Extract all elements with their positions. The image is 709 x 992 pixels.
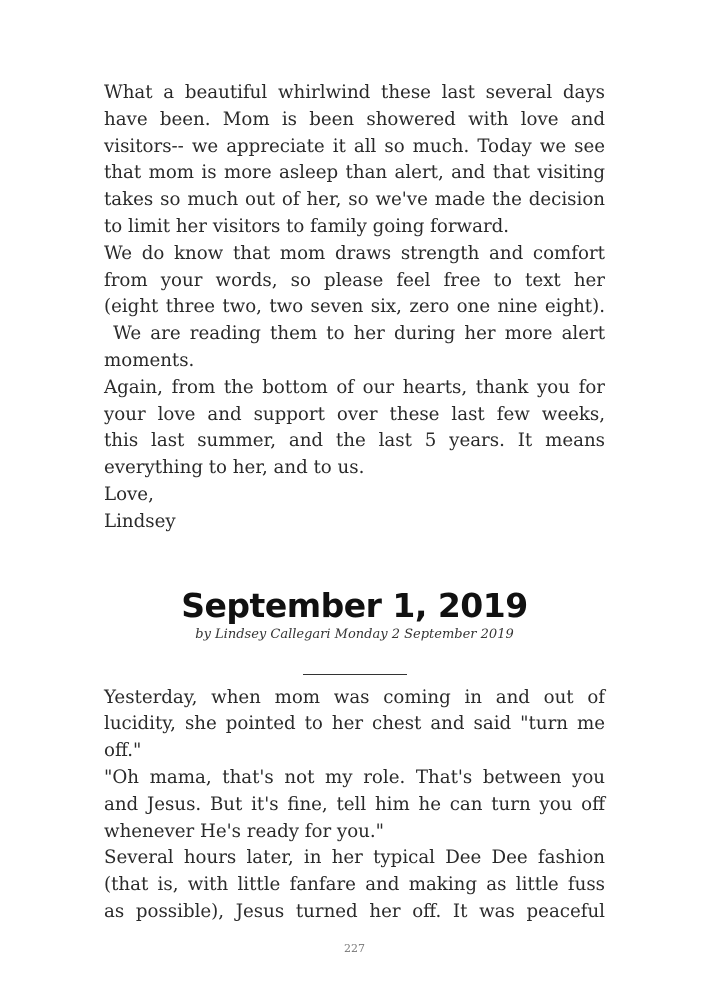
post-title: September 1, 2019: [181, 585, 528, 625]
text-line: Love,: [104, 483, 154, 505]
text-line: as possible), Jesus turned her off. It was peaceful: [104, 900, 605, 922]
text-line: your love and support over these last few weeks,: [104, 403, 605, 425]
text-line: from your words, so please feel free to text her: [104, 269, 605, 291]
text-line: have been. Mom is been showered with love and: [104, 108, 605, 130]
post-body: [104, 685, 605, 926]
paragraph-thank-you: [104, 375, 605, 482]
post-byline: by Lindsey Callegari Monday 2 September 2019: [195, 626, 514, 642]
page-number: 227: [344, 942, 365, 955]
paragraph-signature: [104, 509, 605, 536]
paragraph-text-her: [104, 241, 605, 375]
text-line: whenever He's ready for you.": [104, 820, 385, 842]
text-line: and Jesus. But it's fine, tell him he can turn you off: [104, 793, 605, 815]
paragraph-several-hours: [104, 845, 605, 925]
text-line: Lindsey: [104, 510, 176, 532]
text-line: "Oh mama, that's not my role. That's between you: [104, 766, 605, 788]
page-body: [104, 80, 605, 926]
post-header: [104, 586, 605, 675]
paragraph-signoff: [104, 482, 605, 509]
text-line: Again, from the bottom of our hearts, thank you for: [104, 376, 605, 398]
text-line: everything to her, and to us.: [104, 457, 365, 479]
text-line: Yesterday, when mom was coming in and out of: [104, 686, 605, 708]
text-line: that mom is more asleep than alert, and that visiting: [104, 162, 605, 184]
text-line: (that is, with little fanfare and making as little fuss: [104, 874, 605, 896]
text-line: lucidity, she pointed to her chest and said "turn me: [104, 713, 605, 735]
text-line: this last summer, and the last 5 years. It means: [104, 430, 605, 452]
text-line: What a beautiful whirlwind these last several days: [104, 82, 605, 103]
text-line: We are reading them to her during her more alert: [104, 323, 605, 345]
title-divider: [303, 674, 407, 675]
text-line: takes so much out of her, so we've made the decision: [104, 189, 605, 211]
entry-top: [104, 80, 605, 536]
paragraph-visitors: [104, 80, 605, 241]
text-line: off.": [104, 740, 142, 762]
paragraph-oh-mama: [104, 765, 605, 845]
text-line: moments.: [104, 349, 195, 371]
text-line: We do know that mom draws strength and comfort: [104, 242, 605, 264]
text-line: visitors-- we appreciate it all so much. Today we see: [104, 135, 605, 157]
text-line: to limit her visitors to family going forward.: [104, 215, 510, 237]
text-line: Several hours later, in her typical Dee Dee fashion: [104, 847, 605, 869]
text-line: (eight three two, two seven six, zero one nine eight).: [104, 296, 605, 318]
paragraph-turn-me-off: [104, 685, 605, 765]
